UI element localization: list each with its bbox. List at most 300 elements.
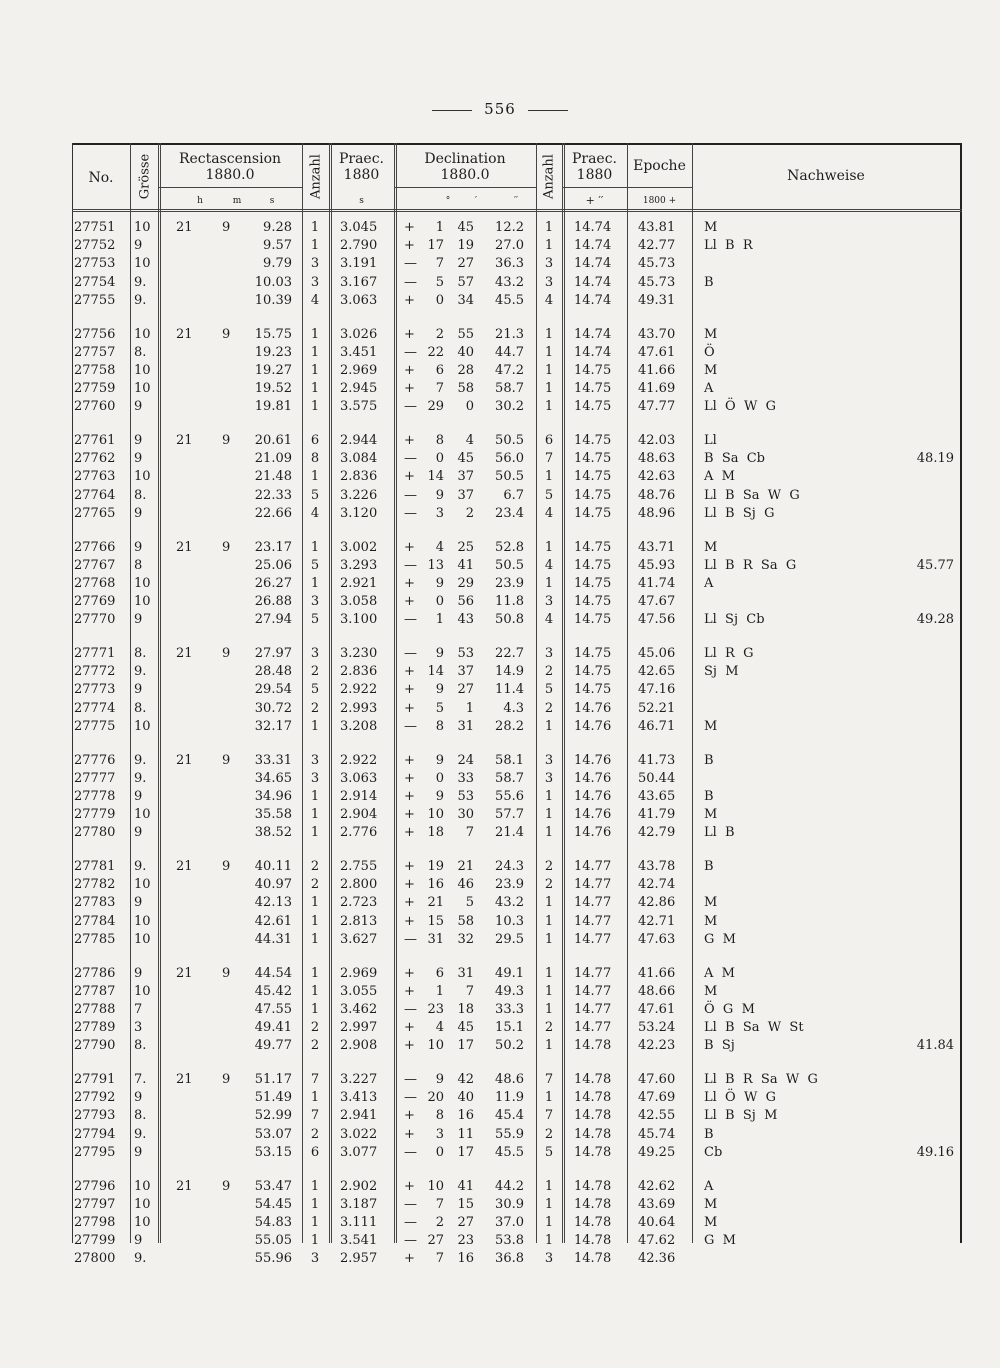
row-decl-min: 31 [457, 965, 474, 981]
row-epoche: 42.36 [638, 1251, 676, 1267]
row-ra-minutes: 9 [222, 326, 231, 342]
row-decl-min: 57 [457, 274, 474, 290]
row-decl-sec: 23.4 [495, 505, 524, 521]
row-ra-seconds: 49.77 [254, 1038, 292, 1054]
row-ra-seconds: 28.48 [254, 664, 292, 680]
row-decl-sign: — [404, 256, 417, 272]
row-magnitude: 9 [134, 612, 143, 628]
row-ra-hours: 21 [176, 965, 193, 981]
row-no: 27795 [74, 1144, 116, 1160]
row-nachweise: Ll Sj Cb [704, 612, 765, 628]
row-magnitude: 9 [134, 895, 143, 911]
row-decl-deg: 17 [427, 238, 444, 254]
row-epoche: 45.73 [638, 256, 676, 272]
row-ra-seconds: 49.41 [254, 1020, 292, 1036]
row-nachweise: Ll Ö W G [704, 399, 776, 415]
row-praec-ra: 2.921 [340, 575, 378, 591]
row-decl-sec: 23.9 [495, 575, 524, 591]
row-praec-decl: 14.75 [574, 594, 612, 610]
row-epoche: 43.71 [638, 539, 676, 555]
row-count-decl: 1 [544, 469, 554, 485]
row-praec-decl: 14.77 [574, 1001, 612, 1017]
row-count-ra: 2 [310, 859, 320, 874]
row-nachweise: M [704, 539, 718, 555]
row-ra-hours: 21 [176, 1178, 193, 1194]
row-epoche: 41.66 [638, 965, 676, 981]
row-no: 27799 [74, 1233, 116, 1249]
row-praec-decl: 14.78 [574, 1108, 612, 1124]
row-decl-sec: 57.7 [495, 807, 524, 823]
row-praec-ra: 2.941 [340, 1108, 378, 1124]
row-decl-deg: 8 [435, 718, 444, 734]
row-count-ra: 5 [310, 557, 320, 573]
row-count-decl: 4 [544, 557, 554, 573]
row-magnitude: 9 [134, 399, 143, 415]
row-no: 27775 [74, 718, 116, 734]
row-decl-sec: 36.8 [495, 1251, 524, 1267]
row-magnitude: 9 [134, 238, 143, 254]
row-count-decl: 1 [544, 238, 554, 254]
row-ra-hours: 21 [176, 859, 193, 874]
row-decl-min: 55 [457, 326, 474, 342]
row-count-decl: 2 [544, 1020, 554, 1036]
row-no: 27765 [74, 505, 116, 521]
row-decl-min: 42 [457, 1072, 474, 1087]
row-no: 27759 [74, 381, 116, 397]
row-praec-decl: 14.75 [574, 433, 612, 448]
row-epoche: 47.61 [638, 1001, 676, 1017]
row-magnitude: 7 [134, 1001, 143, 1017]
row-count-ra: 1 [310, 362, 320, 378]
row-no: 27754 [74, 274, 116, 290]
row-magnitude: 9 [134, 539, 143, 555]
row-epoche: 41.74 [638, 575, 676, 591]
row-no: 27788 [74, 1001, 116, 1017]
row-praec-decl: 14.75 [574, 381, 612, 397]
row-decl-deg: 6 [435, 362, 444, 378]
row-count-ra: 1 [310, 965, 320, 981]
row-no: 27778 [74, 788, 116, 804]
row-nachweise: Ll [704, 433, 717, 448]
row-nachweise: Cb [704, 1144, 723, 1160]
row-nachweise: Ll B Sj G [704, 505, 775, 521]
row-no: 27760 [74, 399, 116, 415]
row-decl-min: 30 [457, 807, 474, 823]
row-decl-sec: 43.2 [495, 895, 524, 911]
row-no: 27780 [74, 825, 116, 841]
row-ra-seconds: 25.06 [254, 557, 292, 573]
row-decl-sign: — [404, 1072, 417, 1087]
row-decl-sec: 44.7 [495, 344, 524, 360]
row-ra-seconds: 54.83 [254, 1214, 292, 1230]
row-epoche: 42.62 [638, 1178, 676, 1194]
row-magnitude: 10 [134, 575, 151, 591]
header-praec-decl-title: Praec. [571, 151, 618, 167]
row-decl-deg: 15 [427, 913, 444, 929]
row-decl-min: 24 [457, 752, 474, 768]
row-praec-decl: 14.77 [574, 859, 612, 874]
table-row [72, 255, 962, 272]
row-decl-sign: + [404, 1108, 415, 1124]
row-praec-ra: 2.957 [340, 1251, 378, 1267]
row-decl-min: 37 [457, 664, 474, 680]
row-decl-min: 5 [465, 895, 474, 911]
row-nachweise: B [704, 788, 714, 804]
row-ra-seconds: 22.33 [254, 487, 292, 503]
row-count-decl: 3 [544, 274, 554, 290]
row-ra-seconds: 9.57 [263, 238, 292, 254]
row-count-decl: 5 [544, 487, 554, 503]
row-decl-deg: 9 [435, 788, 444, 804]
row-decl-sign: + [404, 292, 415, 308]
row-no: 27794 [74, 1126, 116, 1142]
row-count-decl: 1 [544, 575, 554, 591]
row-decl-sec: 49.1 [495, 965, 524, 981]
row-nachweise: M [704, 220, 718, 235]
row-decl-sign: + [404, 539, 415, 555]
row-ra-seconds: 9.79 [263, 256, 292, 272]
row-nachweise: M [704, 983, 718, 999]
row-praec-decl: 14.76 [574, 825, 612, 841]
row-ra-seconds: 51.49 [254, 1090, 292, 1106]
row-count-decl: 2 [544, 859, 554, 874]
row-nachweise: B [704, 274, 714, 290]
row-nachweise: B [704, 752, 714, 768]
row-decl-sign: + [404, 1178, 415, 1194]
row-ra-seconds: 23.17 [254, 539, 292, 555]
table-row [72, 1214, 962, 1231]
row-decl-sec: 11.9 [495, 1090, 524, 1106]
row-no: 27797 [74, 1196, 116, 1212]
row-count-decl: 1 [544, 1233, 554, 1249]
row-decl-sec: 30.2 [495, 399, 524, 415]
row-ra-seconds: 10.39 [254, 292, 292, 308]
row-epoche: 47.67 [638, 594, 676, 610]
row-count-decl: 1 [544, 1178, 554, 1194]
row-epoche: 43.78 [638, 859, 676, 874]
row-nachweise: M [704, 895, 718, 911]
row-no: 27784 [74, 913, 116, 929]
row-praec-decl: 14.78 [574, 1126, 612, 1142]
row-praec-ra: 3.026 [340, 326, 378, 342]
row-no: 27761 [74, 433, 116, 448]
row-decl-sec: 28.2 [495, 718, 524, 734]
row-epoche: 47.69 [638, 1090, 676, 1106]
table-row [72, 1144, 962, 1161]
row-praec-decl: 14.78 [574, 1144, 612, 1160]
row-count-decl: 5 [544, 1144, 554, 1160]
row-no: 27771 [74, 646, 116, 661]
row-praec-decl: 14.75 [574, 664, 612, 680]
row-decl-deg: 14 [427, 469, 444, 485]
row-ra-hours: 21 [176, 220, 193, 235]
row-praec-decl: 14.75 [574, 557, 612, 573]
table-row [72, 398, 962, 415]
row-praec-ra: 2.908 [340, 1038, 378, 1054]
row-ra-minutes: 9 [222, 752, 231, 768]
row-count-ra: 3 [310, 646, 320, 661]
row-nachweise: M [704, 807, 718, 823]
row-decl-deg: 21 [427, 895, 444, 911]
row-decl-deg: 31 [427, 931, 444, 947]
row-decl-min: 27 [457, 256, 474, 272]
table-row [72, 274, 962, 291]
row-nachweise: G M [704, 1233, 736, 1249]
row-count-ra: 1 [310, 1090, 320, 1106]
row-count-decl: 1 [544, 983, 554, 999]
row-praec-ra: 3.045 [340, 220, 378, 235]
row-ra-hours: 21 [176, 752, 193, 768]
row-decl-sec: 6.7 [503, 487, 524, 503]
decl-sub-rule [394, 187, 536, 188]
row-nachweise: M [704, 913, 718, 929]
row-epoche: 41.73 [638, 752, 676, 768]
row-epoche: 43.70 [638, 326, 676, 342]
page-number-dash-left [432, 110, 472, 111]
row-praec-ra: 3.167 [340, 274, 378, 290]
row-praec-ra: 2.944 [340, 433, 378, 448]
row-decl-min: 37 [457, 469, 474, 485]
row-count-decl: 1 [544, 220, 554, 235]
row-count-ra: 2 [310, 1126, 320, 1142]
table-row [72, 1196, 962, 1213]
row-count-decl: 7 [544, 451, 554, 467]
table-row [72, 487, 962, 504]
table-row [72, 824, 962, 841]
row-count-ra: 5 [310, 682, 320, 698]
row-magnitude: 8. [134, 344, 147, 360]
row-count-decl: 1 [544, 1090, 554, 1106]
table-row [72, 1178, 962, 1195]
row-count-decl: 2 [544, 700, 554, 716]
row-epoche: 49.31 [638, 292, 676, 308]
row-count-ra: 3 [310, 752, 320, 768]
row-count-decl: 3 [544, 1251, 554, 1267]
row-praec-decl: 14.75 [574, 575, 612, 591]
row-epoche: 47.77 [638, 399, 676, 415]
row-extra-epoch: 48.19 [916, 451, 954, 467]
row-nachweise: Ll B [704, 825, 735, 841]
row-epoche: 42.77 [638, 238, 676, 254]
row-decl-min: 7 [465, 825, 474, 841]
row-decl-sec: 24.3 [495, 859, 524, 874]
ra-sub-rule [158, 187, 302, 188]
row-decl-min: 43 [457, 612, 474, 628]
row-count-ra: 5 [310, 612, 320, 628]
row-ra-hours: 21 [176, 1072, 193, 1087]
row-ra-seconds: 32.17 [254, 718, 292, 734]
header-praec-ra-unit: s [359, 196, 364, 206]
row-count-ra: 6 [310, 433, 320, 448]
row-no: 27798 [74, 1214, 116, 1230]
row-decl-sign: + [404, 575, 415, 591]
row-extra-epoch: 49.16 [916, 1144, 954, 1160]
row-decl-deg: 9 [435, 575, 444, 591]
row-magnitude: 3 [134, 1020, 143, 1036]
row-ra-seconds: 15.75 [254, 326, 292, 342]
row-extra-epoch: 41.84 [916, 1038, 954, 1054]
row-decl-min: 11 [457, 1126, 474, 1142]
row-praec-ra: 3.063 [340, 292, 378, 308]
row-no: 27768 [74, 575, 116, 591]
row-nachweise: Ll B R [704, 238, 753, 254]
page-number [0, 100, 1000, 118]
row-count-decl: 1 [544, 788, 554, 804]
row-nachweise: Ö G M [704, 1001, 755, 1017]
row-magnitude: 9. [134, 292, 147, 308]
row-decl-sign: — [404, 557, 417, 573]
row-praec-decl: 14.78 [574, 1214, 612, 1230]
row-praec-decl: 14.75 [574, 399, 612, 415]
row-praec-ra: 3.187 [340, 1196, 378, 1212]
row-praec-decl: 14.76 [574, 770, 612, 786]
row-praec-ra: 2.922 [340, 682, 378, 698]
row-praec-decl: 14.78 [574, 1090, 612, 1106]
row-decl-deg: 10 [427, 807, 444, 823]
row-count-decl: 1 [544, 1196, 554, 1212]
table-row [72, 913, 962, 930]
header-ra-s: s [269, 196, 275, 206]
row-count-decl: 2 [544, 877, 554, 893]
row-praec-ra: 2.997 [340, 1020, 378, 1036]
row-decl-sign: + [404, 1020, 415, 1036]
row-ra-seconds: 29.54 [254, 682, 292, 698]
row-praec-decl: 14.78 [574, 1233, 612, 1249]
header-ra-title: Rectascension [178, 151, 282, 167]
row-decl-sign: + [404, 770, 415, 786]
row-magnitude: 10 [134, 931, 151, 947]
row-ra-seconds: 52.99 [254, 1108, 292, 1124]
row-decl-sign: — [404, 1196, 417, 1212]
row-magnitude: 10 [134, 381, 151, 397]
table-row [72, 1250, 962, 1267]
row-decl-sec: 10.3 [495, 913, 524, 929]
table-row [72, 876, 962, 893]
row-decl-min: 32 [457, 931, 474, 947]
row-ra-minutes: 9 [222, 1178, 231, 1194]
row-decl-min: 21 [457, 859, 474, 874]
row-count-decl: 2 [544, 664, 554, 680]
row-magnitude: 10 [134, 1214, 151, 1230]
row-count-ra: 2 [310, 1020, 320, 1036]
row-praec-decl: 14.76 [574, 807, 612, 823]
row-count-decl: 1 [544, 362, 554, 378]
row-magnitude: 9. [134, 859, 147, 874]
row-decl-min: 17 [457, 1144, 474, 1160]
row-magnitude: 9 [134, 788, 143, 804]
row-epoche: 47.60 [638, 1072, 676, 1087]
row-ra-seconds: 19.52 [254, 381, 292, 397]
row-nachweise: G M [704, 931, 736, 947]
row-praec-decl: 14.75 [574, 505, 612, 521]
row-praec-ra: 3.227 [340, 1072, 378, 1087]
row-praec-ra: 2.969 [340, 965, 378, 981]
row-no: 27785 [74, 931, 116, 947]
row-count-decl: 3 [544, 256, 554, 272]
row-magnitude: 10 [134, 913, 151, 929]
row-praec-ra: 3.208 [340, 718, 378, 734]
row-praec-ra: 3.191 [340, 256, 378, 272]
row-decl-sign: — [404, 1144, 417, 1160]
row-decl-deg: 3 [435, 1126, 444, 1142]
row-count-ra: 4 [310, 505, 320, 521]
row-praec-ra: 3.462 [340, 1001, 378, 1017]
row-decl-deg: 8 [435, 1108, 444, 1124]
row-epoche: 42.23 [638, 1038, 676, 1054]
row-epoche: 43.65 [638, 788, 676, 804]
row-epoche: 43.69 [638, 1196, 676, 1212]
row-praec-decl: 14.75 [574, 612, 612, 628]
row-ra-seconds: 44.31 [254, 931, 292, 947]
row-epoche: 47.56 [638, 612, 676, 628]
row-count-decl: 7 [544, 1072, 554, 1087]
row-magnitude: 9. [134, 664, 147, 680]
row-count-ra: 4 [310, 292, 320, 308]
header-decl-epoch: 1880.0 [440, 167, 490, 183]
row-decl-min: 33 [457, 770, 474, 786]
row-praec-decl: 14.77 [574, 931, 612, 947]
row-ra-seconds: 53.07 [254, 1126, 292, 1142]
row-decl-deg: 9 [435, 752, 444, 768]
row-decl-min: 4 [465, 433, 474, 448]
row-count-decl: 4 [544, 292, 554, 308]
row-ra-hours: 21 [176, 326, 193, 342]
row-ra-seconds: 51.17 [254, 1072, 292, 1087]
row-decl-min: 18 [457, 1001, 474, 1017]
row-decl-deg: 0 [435, 1144, 444, 1160]
row-magnitude: 8. [134, 646, 147, 661]
row-no: 27772 [74, 664, 116, 680]
row-no: 27800 [74, 1251, 116, 1267]
row-decl-sign: — [404, 399, 417, 415]
row-decl-sec: 36.3 [495, 256, 524, 272]
row-decl-min: 28 [457, 362, 474, 378]
row-decl-sec: 37.0 [495, 1214, 524, 1230]
row-praec-decl: 14.74 [574, 256, 612, 272]
row-praec-decl: 14.78 [574, 1251, 612, 1267]
row-decl-sec: 4.3 [503, 700, 524, 716]
table-row [72, 663, 962, 680]
row-praec-ra: 2.904 [340, 807, 378, 823]
table-row [72, 1232, 962, 1249]
row-count-ra: 1 [310, 344, 320, 360]
row-decl-sec: 50.8 [495, 612, 524, 628]
row-epoche: 42.55 [638, 1108, 676, 1124]
row-magnitude: 9. [134, 770, 147, 786]
row-magnitude: 9. [134, 1126, 147, 1142]
row-nachweise: A [704, 575, 714, 591]
row-decl-min: 40 [457, 344, 474, 360]
row-magnitude: 10 [134, 718, 151, 734]
row-no: 27789 [74, 1020, 116, 1036]
row-decl-sec: 50.2 [495, 1038, 524, 1054]
row-magnitude: 9 [134, 433, 143, 448]
row-decl-min: 58 [457, 913, 474, 929]
row-decl-deg: 29 [427, 399, 444, 415]
row-praec-ra: 3.077 [340, 1144, 378, 1160]
row-count-ra: 1 [310, 1233, 320, 1249]
row-count-ra: 1 [310, 931, 320, 947]
row-magnitude: 10 [134, 877, 151, 893]
row-extra-epoch: 49.28 [916, 612, 954, 628]
row-magnitude: 9 [134, 682, 143, 698]
header-anzahl-2: Anzahl [541, 154, 557, 199]
row-praec-ra: 3.541 [340, 1233, 378, 1249]
row-decl-sec: 45.4 [495, 1108, 524, 1124]
row-decl-min: 25 [457, 539, 474, 555]
row-ra-seconds: 42.13 [254, 895, 292, 911]
row-ra-minutes: 9 [222, 1072, 231, 1087]
